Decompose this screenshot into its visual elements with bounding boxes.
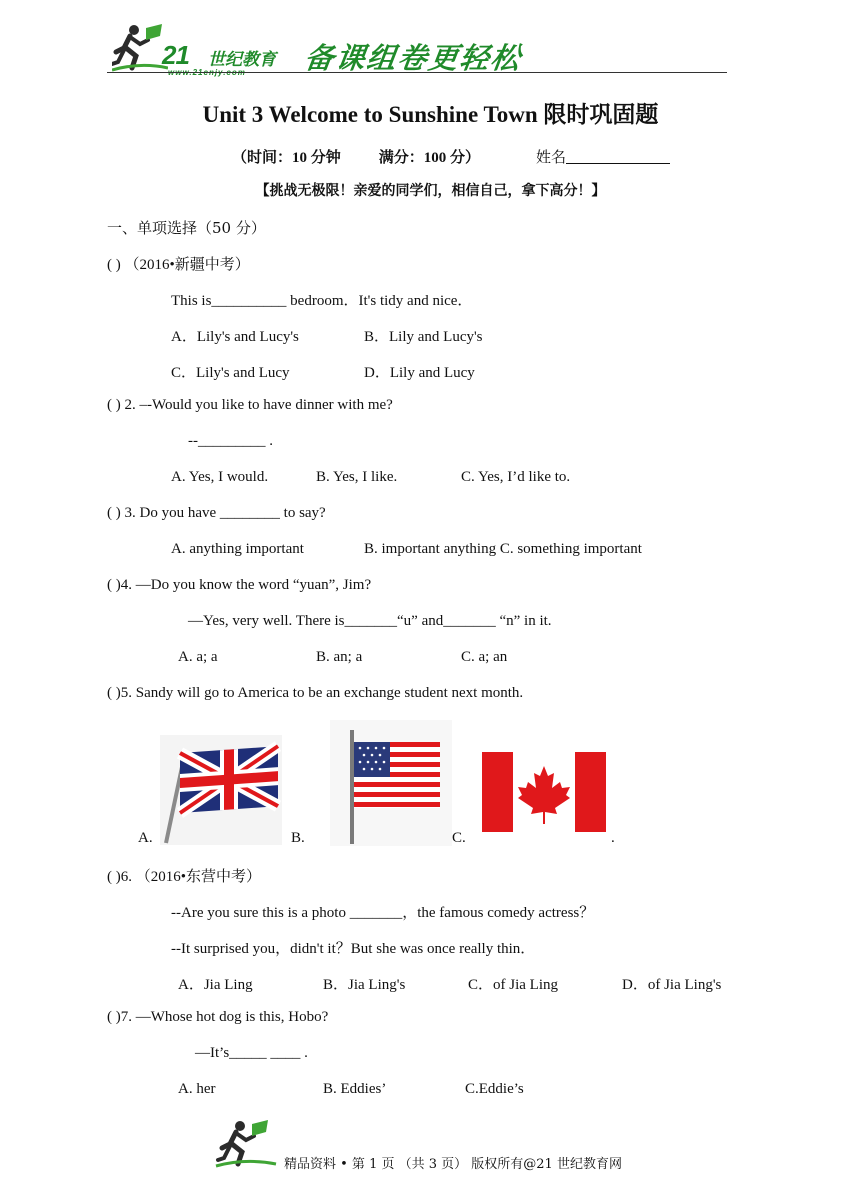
question-5-end: . bbox=[611, 830, 615, 846]
question-stem: 4. —Do you know the word “yuan”, Jim? bbox=[120, 577, 372, 593]
option-a: A. anything important bbox=[171, 541, 304, 557]
question-6-header bbox=[107, 865, 261, 886]
brand-url: www.21cnjy.com bbox=[168, 68, 246, 77]
uk-flag-image bbox=[160, 735, 282, 845]
flag-option-b: B. bbox=[291, 830, 305, 846]
option-c: C．Lily's and Lucy bbox=[171, 365, 290, 381]
section-title: 一、单项选择（50 分） bbox=[107, 219, 266, 237]
option-c: C．of Jia Ling bbox=[468, 977, 558, 993]
flag-option-a: A. bbox=[138, 830, 153, 846]
option-a: A．Jia Ling bbox=[178, 977, 253, 993]
exam-meta bbox=[232, 146, 670, 167]
answer-bracket[interactable]: ( ) bbox=[107, 397, 121, 413]
option-d: D．Lily and Lucy bbox=[364, 365, 475, 381]
answer-bracket[interactable]: ( ) bbox=[107, 1009, 121, 1025]
option-a: A. Yes, I would. bbox=[171, 469, 269, 485]
option-d: D．of Jia Ling's bbox=[622, 977, 722, 993]
time-info: （时间：10 分钟 bbox=[232, 150, 341, 166]
option-a: A. her bbox=[178, 1081, 216, 1097]
motto: 【挑战无极限！亲爱的同学们，相信自己，拿下高分！】 bbox=[255, 183, 606, 199]
option-bc: B. important anything C. something important bbox=[364, 541, 642, 557]
answer-bracket[interactable]: ( ) bbox=[107, 577, 121, 593]
header-slogan: 备课组卷更轻松 bbox=[302, 41, 525, 75]
question-stem: 3. Do you have ________ to say? bbox=[120, 505, 326, 521]
question-6-line-1: --Are you sure this is a photo _______，the famous comedy actress？ bbox=[171, 905, 595, 921]
answer-bracket[interactable]: ( ) bbox=[107, 505, 121, 521]
brand-name: 世纪教育 bbox=[208, 50, 276, 70]
question-stem: 6. （2016•东营中考） bbox=[120, 869, 262, 885]
header-divider bbox=[107, 72, 727, 73]
question-1-header bbox=[107, 253, 250, 274]
us-flag-image bbox=[330, 720, 452, 846]
question-7-header bbox=[107, 1009, 328, 1026]
option-c: C. Yes, I’d like to. bbox=[461, 469, 571, 485]
brand-number: 21 bbox=[162, 40, 189, 70]
option-c: C.Eddie’s bbox=[465, 1081, 524, 1097]
question-2-header bbox=[107, 397, 393, 414]
question-2-line: --_________ . bbox=[188, 433, 273, 449]
option-b: B．Jia Ling's bbox=[323, 977, 406, 993]
answer-bracket[interactable]: ( ) bbox=[107, 257, 121, 273]
page-footer: 精品资料 • 第 1 页 （共 3 页） 版权所有@21 世纪教育网 bbox=[284, 1157, 622, 1172]
question-4-line: —Yes, very well. There is_______“u” and_______ “n” in it. bbox=[188, 613, 552, 629]
option-a: A．Lily's and Lucy's bbox=[171, 329, 299, 345]
option-c: C. a; an bbox=[461, 649, 508, 665]
question-7-line: —It’s_____ ____ . bbox=[195, 1045, 308, 1061]
flag-option-c: C. bbox=[452, 830, 466, 846]
score-info: 满分：100 分） bbox=[378, 150, 481, 166]
name-label: 姓名 bbox=[536, 150, 567, 166]
question-6-line-2: --It surprised you，didn't it？But she was once really thin． bbox=[171, 941, 536, 957]
question-stem: 5. Sandy will go to America to be an exchange student next month. bbox=[120, 685, 524, 701]
footer-runner-icon bbox=[214, 1118, 278, 1170]
answer-bracket[interactable]: ( ) bbox=[107, 685, 121, 701]
answer-bracket[interactable]: ( ) bbox=[107, 869, 121, 885]
question-1-line: This is__________ bedroom．It's tidy and nice． bbox=[171, 293, 473, 309]
question-stem: （2016•新疆中考） bbox=[120, 257, 250, 273]
question-3-header bbox=[107, 505, 326, 522]
option-a: A. a; a bbox=[178, 649, 218, 665]
runner-logo-icon bbox=[112, 22, 168, 74]
question-stem: 7. —Whose hot dog is this, Hobo? bbox=[120, 1009, 329, 1025]
option-b: B. Yes, I like. bbox=[316, 469, 398, 485]
name-blank[interactable] bbox=[566, 149, 670, 164]
header-logo bbox=[112, 22, 322, 77]
canada-flag-image bbox=[482, 752, 606, 832]
option-b: B. Eddies’ bbox=[323, 1081, 387, 1097]
question-5-header bbox=[107, 685, 523, 702]
question-4-header bbox=[107, 577, 371, 594]
option-b: B. an; a bbox=[316, 649, 363, 665]
question-stem: 2. –-Would you like to have dinner with me? bbox=[120, 397, 393, 413]
page-title: Unit 3 Welcome to Sunshine Town 限时巩固题 bbox=[202, 102, 659, 127]
option-b: B．Lily and Lucy's bbox=[364, 329, 483, 345]
